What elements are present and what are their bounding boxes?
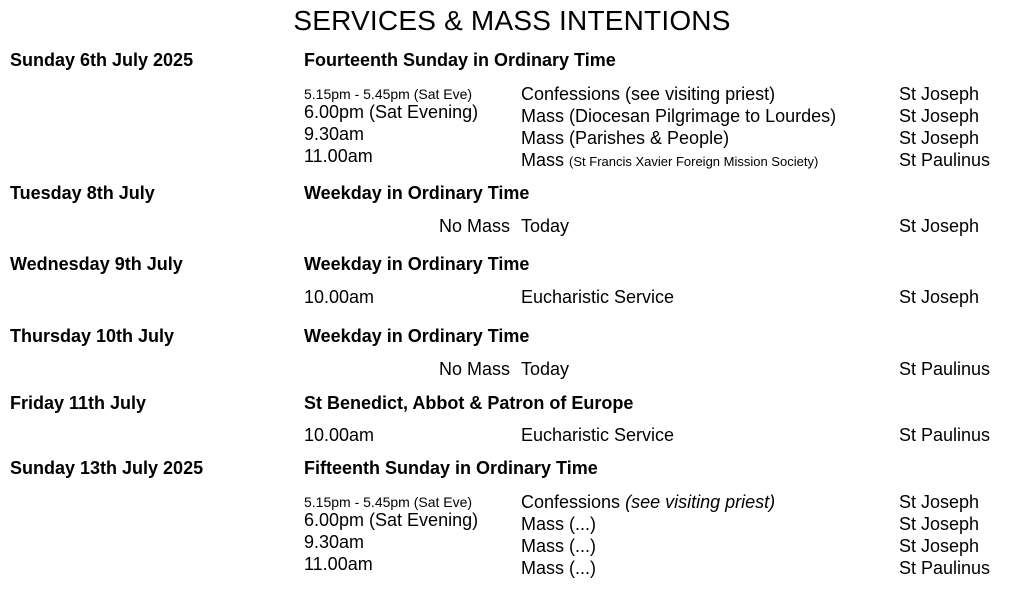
service-time: 9.30am (304, 532, 365, 552)
day-heading: Sunday 13th July 2025 (10, 458, 204, 478)
day-heading: Wednesday 9th July (10, 254, 183, 274)
church-name: St Paulinus (899, 558, 991, 578)
service-time: 5.15pm - 5.45pm (Sat Eve) (304, 494, 473, 510)
service-description (521, 491, 775, 513)
church-name: St Joseph (899, 216, 980, 236)
feast-heading: Fourteenth Sunday in Ordinary Time (304, 50, 616, 70)
service-time: 10.00am (304, 287, 375, 307)
church-name: St Paulinus (899, 150, 991, 170)
feast-heading: Weekday in Ordinary Time (304, 183, 530, 203)
service-description (521, 149, 818, 173)
service-description: Mass (...) (521, 558, 596, 578)
service-time: 9.30am (304, 124, 365, 144)
service-description: Today (521, 216, 570, 236)
church-name: St Joseph (899, 128, 980, 148)
church-name: St Joseph (899, 536, 980, 556)
service-description: Mass (...) (521, 536, 596, 556)
service-main: Confessions (521, 492, 621, 512)
page-title: SERVICES & MASS INTENTIONS (293, 5, 731, 36)
service-time: 6.00pm (Sat Evening) (304, 102, 479, 122)
church-name: St Joseph (899, 287, 980, 307)
feast-heading: Weekday in Ordinary Time (304, 254, 530, 274)
service-time: 10.00am (304, 425, 375, 445)
day-heading: Tuesday 8th July (10, 183, 155, 203)
service-note: (see visiting priest) (625, 492, 776, 512)
church-name: St Paulinus (899, 359, 991, 379)
church-name: St Joseph (899, 492, 980, 512)
day-heading: Friday 11th July (10, 393, 147, 413)
no-mass-label: No Mass (438, 216, 510, 236)
service-time: 11.00am (304, 554, 373, 574)
service-note: (St Francis Xavier Foreign Mission Society) (569, 154, 819, 169)
church-name: St Paulinus (899, 425, 991, 445)
no-mass-label: No Mass (438, 359, 510, 379)
service-description: Confessions (see visiting priest) (521, 84, 776, 104)
service-main: Mass (521, 150, 565, 170)
service-time: 5.15pm - 5.45pm (Sat Eve) (304, 86, 473, 102)
day-heading: Sunday 6th July 2025 (10, 50, 194, 70)
feast-heading: Weekday in Ordinary Time (304, 326, 530, 346)
church-name: St Joseph (899, 84, 980, 104)
service-description: Eucharistic Service (521, 425, 675, 445)
day-heading: Thursday 10th July (10, 326, 175, 346)
service-description: Mass (Diocesan Pilgrimage to Lourdes) (521, 106, 837, 126)
service-description: Today (521, 359, 570, 379)
service-description: Mass (Parishes & People) (521, 128, 730, 148)
service-time: 6.00pm (Sat Evening) (304, 510, 479, 530)
service-description: Mass (...) (521, 514, 596, 534)
service-description: Eucharistic Service (521, 287, 675, 307)
feast-heading: St Benedict, Abbot & Patron of Europe (304, 393, 634, 413)
service-time: 11.00am (304, 146, 373, 166)
church-name: St Joseph (899, 514, 980, 534)
church-name: St Joseph (899, 106, 980, 126)
feast-heading: Fifteenth Sunday in Ordinary Time (304, 458, 598, 478)
